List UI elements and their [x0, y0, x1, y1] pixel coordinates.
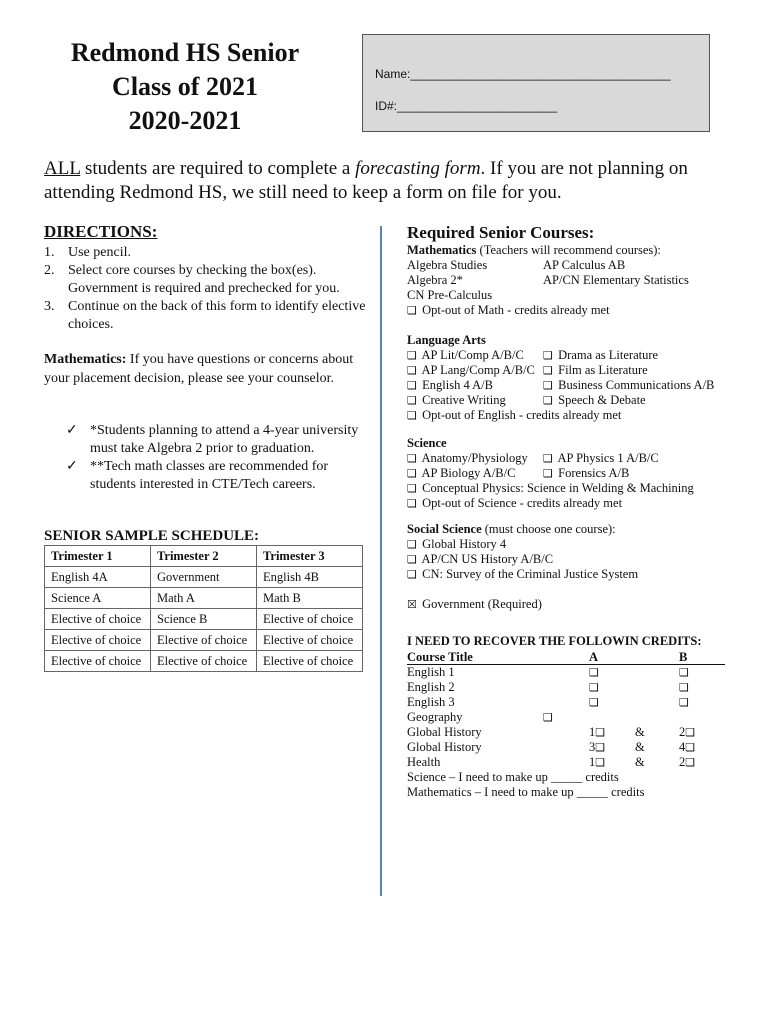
column-header: Trimester 3 — [257, 546, 363, 567]
checkbox-label: Drama as Literature — [558, 348, 659, 362]
checkbox-icon[interactable]: ❑ — [595, 741, 606, 754]
checkbox-icon[interactable]: ❑ — [407, 538, 417, 551]
table-row — [407, 680, 727, 695]
math-section-note: (Teachers will recommend courses): — [476, 243, 661, 257]
checkbox-icon[interactable]: ❑ — [543, 349, 553, 362]
recover-header-row — [407, 650, 727, 665]
math-course: Algebra Studies — [407, 258, 488, 272]
checkbox-icon[interactable]: ❑ — [407, 452, 417, 465]
checkbox-icon[interactable]: ❑ — [407, 394, 417, 407]
checkbox-item[interactable] — [407, 378, 543, 393]
math-course-list-right — [543, 258, 689, 303]
course-title: English 2 — [407, 680, 455, 694]
note-text: **Tech math classes are recommended for students interested in CTE/Tech careers. — [90, 459, 329, 492]
math-note-text: If you have questions or concerns about your placement decision, please see your counselor. — [44, 352, 354, 386]
checkbox-label: Opt-out of Math - credits already met — [422, 303, 610, 317]
intro-part-2: . If you are not planning on attending Redmond HS, we still need to keep a form on file for you. — [44, 158, 688, 203]
credit-number: 2 — [679, 725, 686, 739]
math-section — [407, 243, 747, 318]
column-divider — [380, 226, 382, 896]
checkbox-icon[interactable]: ❑ — [685, 741, 696, 754]
checkbox-icon[interactable]: ❑ — [679, 696, 689, 709]
checkbox-icon[interactable]: ❑ — [407, 497, 417, 510]
math-course: Algebra 2* — [407, 273, 463, 287]
ampersand: & — [635, 725, 645, 739]
required-courses-heading: Required Senior Courses: — [407, 223, 595, 242]
math-note-label: Mathematics: — [44, 352, 127, 367]
credit-number: 1 — [589, 725, 596, 739]
table-header-row — [45, 546, 363, 567]
math-course: AP Calculus AB — [543, 258, 626, 272]
language-arts-label: Language Arts — [407, 333, 486, 347]
checkbox-item[interactable] — [407, 496, 747, 511]
course-title: Geography — [407, 710, 463, 724]
checkbox-item[interactable] — [543, 466, 659, 481]
name-field[interactable]: Name:_______________________________________ — [375, 67, 671, 81]
checkbox-label: AP Biology A/B/C — [421, 466, 516, 480]
student-info-box — [362, 34, 710, 132]
checkbox-item[interactable] — [407, 481, 747, 496]
science-credits-line[interactable]: Science – I need to make up _____ credits — [407, 770, 619, 784]
table-cell: Elective of choice — [257, 630, 363, 651]
checkmark-icon: ✓ — [66, 459, 78, 474]
checkmark-icon: ✓ — [66, 423, 78, 438]
checkbox-item[interactable] — [407, 451, 543, 466]
checkbox-label: English 4 A/B — [422, 378, 493, 392]
checkbox-label: Film as Literature — [558, 363, 648, 377]
checkbox-icon[interactable]: ❑ — [543, 394, 553, 407]
checkbox-label: AP Physics 1 A/B/C — [557, 451, 659, 465]
table-row — [407, 755, 727, 770]
direction-item — [44, 262, 374, 298]
checkbox-label: AP/CN US History A/B/C — [421, 552, 554, 566]
checkbox-label: Forensics A/B — [558, 466, 630, 480]
checkbox-icon[interactable]: ❑ — [543, 452, 553, 465]
note-item — [66, 422, 366, 458]
title-line-1: Redmond HS Senior — [70, 38, 300, 67]
math-course: AP/CN Elementary Statistics — [543, 273, 689, 287]
checkbox-icon[interactable]: ❑ — [407, 409, 417, 422]
table-cell: Elective of choice — [151, 651, 257, 672]
table-cell: Science A — [45, 588, 151, 609]
table-cell: English 4A — [45, 567, 151, 588]
table-cell: Elective of choice — [45, 609, 151, 630]
recover-credits-heading: I NEED TO RECOVER THE FOLLOWIN CREDITS: — [407, 634, 702, 648]
course-title: Health — [407, 755, 441, 769]
checkbox-label: Opt-out of Science - credits already met — [422, 496, 623, 510]
checkbox-item[interactable] — [407, 552, 747, 567]
checkbox-icon[interactable]: ❑ — [685, 726, 696, 739]
math-notes-list — [66, 422, 366, 494]
social-science-label: Social Science — [407, 522, 482, 536]
checkbox-label: Anatomy/Physiology — [421, 451, 528, 465]
checkbox-item[interactable] — [407, 363, 543, 378]
course-title: English 1 — [407, 665, 455, 679]
checkbox-item[interactable] — [543, 378, 714, 393]
checkbox-icon[interactable]: ❑ — [543, 364, 553, 377]
table-cell: Elective of choice — [45, 630, 151, 651]
checkbox-icon[interactable]: ❑ — [679, 666, 689, 679]
table-row — [407, 710, 727, 725]
direction-text: Use pencil. — [68, 245, 131, 260]
checkbox-item[interactable] — [543, 363, 714, 378]
checkbox-icon[interactable]: ❑ — [407, 553, 417, 566]
column-header: Course Title — [407, 650, 473, 664]
intro-part-1: students are required to complete a — [80, 158, 356, 179]
checkbox-item[interactable] — [543, 393, 714, 408]
title-line-2: Class of 2021 — [112, 72, 258, 101]
credit-number: 3 — [589, 740, 596, 754]
checkbox-item[interactable] — [543, 348, 714, 363]
table-row — [45, 588, 363, 609]
table-row — [407, 740, 727, 755]
table-cell: Elective of choice — [151, 630, 257, 651]
credit-number: 4 — [679, 740, 686, 754]
page-title — [40, 36, 330, 138]
ampersand: & — [635, 755, 645, 769]
column-header: Trimester 1 — [45, 546, 151, 567]
checkbox-icon[interactable]: ❑ — [543, 379, 553, 392]
note-text: *Students planning to attend a 4-year university must take Algebra 2 prior to graduation. — [90, 423, 359, 456]
intro-forecasting-form: forecasting form — [355, 158, 481, 179]
table-row — [45, 567, 363, 588]
table-cell: Elective of choice — [45, 651, 151, 672]
government-required — [407, 597, 747, 612]
checkbox-item[interactable] — [407, 348, 543, 363]
checkbox-label: Speech & Debate — [558, 393, 646, 407]
checkbox-icon[interactable]: ❑ — [543, 711, 553, 724]
checkbox-label: Conceptual Physics: Science in Welding & Machining — [422, 481, 694, 495]
direction-item — [44, 298, 374, 334]
recover-credits-table — [407, 650, 727, 800]
table-cell: Science B — [151, 609, 257, 630]
checkbox-icon[interactable]: ❑ — [589, 681, 599, 694]
course-title: Global History — [407, 740, 482, 754]
checkbox-label: AP Lit/Comp A/B/C — [421, 348, 524, 362]
math-course-list-left — [407, 258, 543, 303]
checkbox-icon[interactable]: ❑ — [685, 756, 696, 769]
table-cell: English 4B — [257, 567, 363, 588]
social-science-note: (must choose one course): — [481, 522, 616, 536]
table-row — [407, 665, 727, 680]
direction-text: Select core courses by checking the box(es). Government is required and prechecked for you. — [68, 263, 340, 296]
direction-text: Continue on the back of this form to identify elective choices. — [68, 299, 366, 332]
course-title: English 3 — [407, 695, 455, 709]
checkbox-icon[interactable]: ❑ — [679, 681, 689, 694]
checkbox-icon[interactable]: ❑ — [407, 379, 417, 392]
math-note — [44, 350, 364, 388]
checkbox-icon[interactable]: ❑ — [543, 467, 553, 480]
table-cell: Elective of choice — [257, 651, 363, 672]
language-arts-section — [407, 333, 747, 423]
science-course-list-right — [543, 451, 659, 481]
la-course-list-right — [543, 348, 714, 408]
checkbox-label: Business Communications A/B — [558, 378, 715, 392]
la-course-list-left — [407, 348, 543, 408]
ampersand: & — [635, 740, 645, 754]
directions-list — [44, 244, 374, 334]
government-label: Government (Required) — [422, 597, 542, 611]
checked-box-icon: ☒ — [407, 598, 417, 611]
credit-number: 2 — [679, 755, 686, 769]
schedule-heading: SENIOR SAMPLE SCHEDULE: — [44, 528, 260, 544]
column-header: B — [679, 650, 688, 664]
id-field[interactable]: ID#:________________________ — [375, 99, 558, 113]
checkbox-label: AP Lang/Comp A/B/C — [421, 363, 535, 377]
table-row — [45, 630, 363, 651]
checkbox-item[interactable] — [407, 567, 747, 582]
checkbox-icon[interactable]: ❑ — [407, 364, 417, 377]
checkbox-item[interactable] — [407, 303, 747, 318]
header-underline — [407, 650, 725, 665]
checkbox-icon[interactable]: ❑ — [407, 349, 417, 362]
checkbox-icon[interactable]: ❑ — [595, 726, 606, 739]
checkbox-item[interactable] — [407, 393, 543, 408]
checkbox-item[interactable] — [543, 451, 659, 466]
credit-number: 1 — [589, 755, 596, 769]
direction-item — [44, 244, 374, 262]
checkbox-item[interactable] — [407, 466, 543, 481]
table-cell: Government — [151, 567, 257, 588]
column-header: Trimester 2 — [151, 546, 257, 567]
table-cell: Elective of choice — [257, 609, 363, 630]
directions-heading: DIRECTIONS: — [44, 222, 158, 241]
intro-text — [44, 157, 734, 205]
intro-all: ALL — [44, 158, 81, 179]
column-header: A — [589, 650, 599, 664]
table-cell: Math A — [151, 588, 257, 609]
checkbox-icon[interactable]: ❑ — [595, 756, 606, 769]
checkbox-label: Creative Writing — [422, 393, 506, 407]
table-cell: Math B — [257, 588, 363, 609]
table-row — [45, 609, 363, 630]
checkbox-icon[interactable]: ❑ — [407, 568, 417, 581]
science-course-list-left — [407, 451, 543, 481]
checkbox-label: Global History 4 — [422, 537, 507, 551]
social-science-section — [407, 522, 747, 582]
science-section — [407, 436, 747, 511]
checkbox-icon[interactable]: ❑ — [589, 666, 599, 679]
science-label: Science — [407, 436, 447, 450]
math-section-label: Mathematics — [407, 243, 477, 257]
course-title: Global History — [407, 725, 482, 739]
note-item — [66, 458, 366, 494]
checkbox-icon[interactable]: ❑ — [407, 467, 417, 480]
schedule-table — [44, 545, 363, 672]
checkbox-item[interactable] — [407, 408, 747, 423]
title-line-3: 2020-2021 — [128, 106, 242, 135]
checkbox-icon[interactable]: ❑ — [407, 482, 417, 495]
checkbox-label: CN: Survey of the Criminal Justice System — [422, 567, 639, 581]
checkbox-icon[interactable]: ❑ — [407, 304, 417, 317]
direction-number: 2. — [44, 263, 55, 278]
table-row — [45, 651, 363, 672]
table-row — [407, 725, 727, 740]
math-course: CN Pre-Calculus — [407, 288, 493, 302]
direction-number: 1. — [44, 245, 55, 260]
table-row — [407, 695, 727, 710]
checkbox-icon[interactable]: ❑ — [589, 696, 599, 709]
checkbox-item[interactable] — [407, 537, 747, 552]
math-credits-line[interactable]: Mathematics – I need to make up _____ credits — [407, 785, 645, 799]
checkbox-label: Opt-out of English - credits already met — [422, 408, 622, 422]
direction-number: 3. — [44, 299, 55, 314]
